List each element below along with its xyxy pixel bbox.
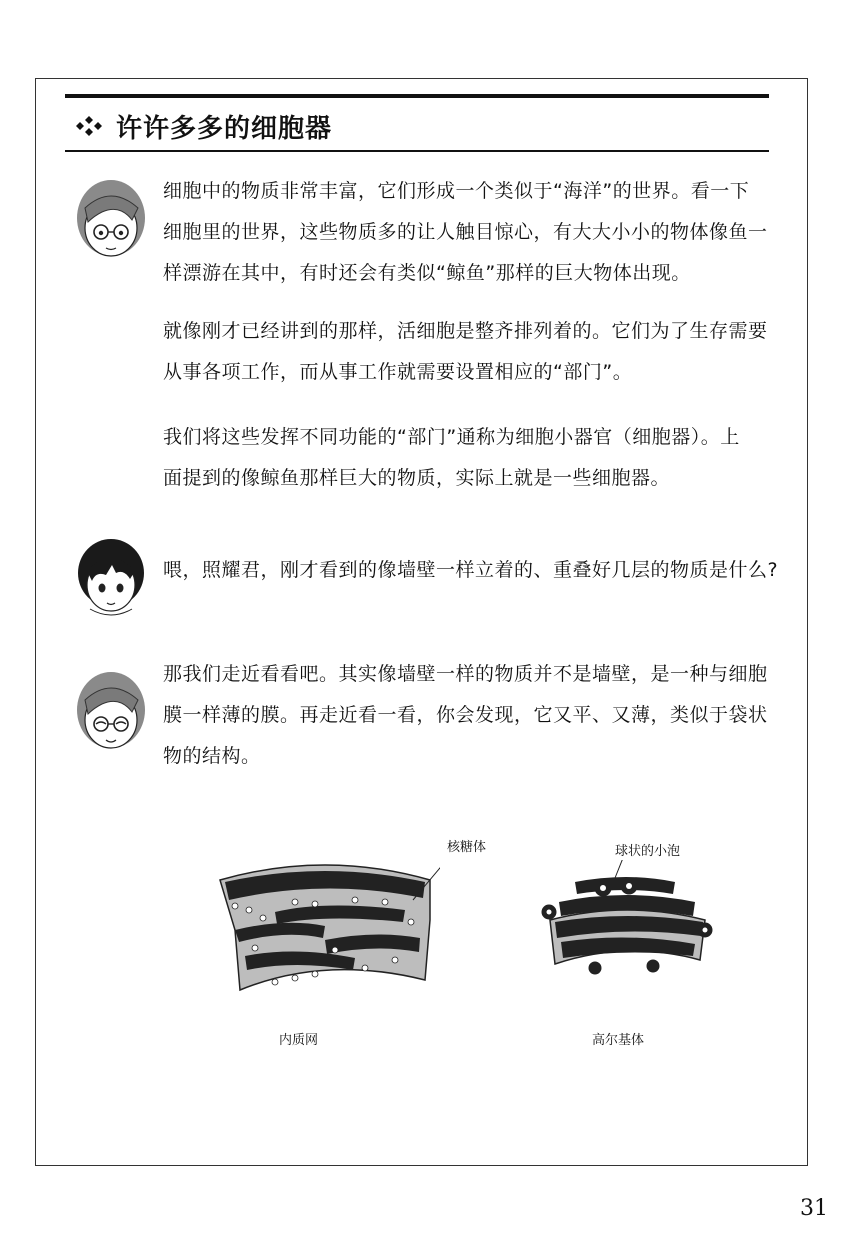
paragraph-1 xyxy=(163,171,775,294)
vesicle-label: 球状的小泡 xyxy=(615,844,681,859)
text-line: 从事各项工作，而从事工作就需要设置相应的“部门”。 xyxy=(163,361,633,383)
girl-glasses-avatar-icon xyxy=(72,670,150,754)
heading-rule-bottom xyxy=(65,150,769,152)
endoplasmic-reticulum-illustration xyxy=(215,860,440,1010)
text-line: 那我们走近看看吧。其实像墙壁一样的物质并不是墙壁，是一种与细胞 xyxy=(163,663,768,685)
er-caption: 内质网 xyxy=(279,1033,319,1048)
paragraph-3 xyxy=(163,417,775,499)
text-line: 样漂游在其中，有时还会有类似“鲸鱼”那样的巨大物体出现。 xyxy=(163,262,691,284)
ribosome-label: 核糖体 xyxy=(447,840,487,855)
text-line: 细胞中的物质非常丰富，它们形成一个类似于“海洋”的世界。看一下 xyxy=(163,180,750,202)
paragraph-2 xyxy=(163,311,775,393)
text-line: 细胞里的世界，这些物质多的让人触目惊心，有大大小小的物体像鱼一 xyxy=(163,221,768,243)
boy-avatar-icon xyxy=(72,535,150,619)
golgi-apparatus-illustration xyxy=(535,860,720,985)
text-line: 就像刚才已经讲到的那样，活细胞是整齐排列着的。它们为了生存需要 xyxy=(163,320,768,342)
paragraph-5 xyxy=(163,654,775,777)
golgi-caption: 高尔基体 xyxy=(592,1033,645,1048)
paragraph-4 xyxy=(163,550,779,591)
text-line: 面提到的像鲸鱼那样巨大的物质，实际上就是一些细胞器。 xyxy=(163,467,671,489)
text-line: 我们将这些发挥不同功能的“部门”通称为细胞小器官（细胞器）。上 xyxy=(163,426,740,448)
girl-glasses-avatar-icon xyxy=(72,178,150,262)
text-line: 物的结构。 xyxy=(163,745,261,767)
heading-rule-top xyxy=(65,94,769,98)
diamond-ornament-icon xyxy=(72,114,106,138)
text-line: 膜一样薄的膜。再走近看一看，你会发现，它又平、又薄，类似于袋状 xyxy=(163,704,768,726)
section-title: 许许多多的细胞器 xyxy=(116,113,333,144)
section-heading xyxy=(72,106,332,146)
text-line: 喂，照耀君，刚才看到的像墙壁一样立着的、重叠好几层的物质是什么? xyxy=(163,559,779,581)
page-number: 31 xyxy=(800,1196,828,1221)
